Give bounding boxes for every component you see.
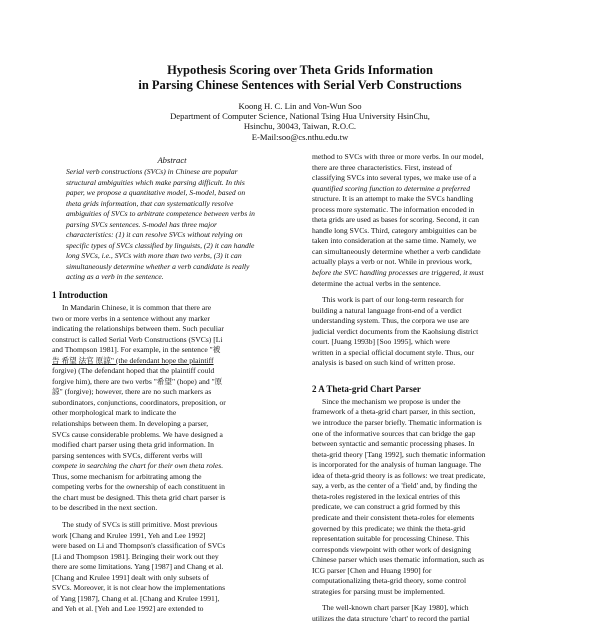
body-line: corresponds viewpoint with other work of designing <box>312 544 472 554</box>
body-line: handle long SVCs. Third, category ambiguities can be <box>312 225 477 235</box>
body-line: predicate and their consistent theta-roles for elements <box>312 512 475 522</box>
intro-line: indicating the relationships between them. Such peculiar <box>52 324 224 334</box>
intro-paragraph-1 <box>52 303 292 514</box>
intro-line: two or more verbs in a sentence without any marker <box>52 313 210 323</box>
body-line: written in a special official document style. Thus, our <box>312 347 475 357</box>
intro-paragraph-2 <box>52 520 292 615</box>
intro-line: of Yang [1987], Chang et al. [Chang and Krulee 1991], <box>52 593 220 603</box>
intro-line: SVCs cause considerable problems. We have designed a <box>52 429 223 439</box>
right-paragraph-3 <box>312 397 552 597</box>
paper-authors: Koong H. C. Lin and Von-Wun Soo <box>238 101 362 111</box>
intro-line: forgive) (The defendant hoped that the plaintiff could <box>52 366 215 376</box>
section-heading-theta-grid-parser: 2 A Theta-grid Chart Parser <box>312 383 421 394</box>
body-line: theta-roles registered in the lexical entries of this <box>312 491 461 501</box>
intro-line: parsing sentences with SVCs, different verbs will <box>52 450 203 460</box>
abstract-line: specific types of SVCs classified by linguists, (2) it can handle <box>66 240 255 250</box>
body-line: idea of theta-grid theory is as follows: we treat predicate, <box>312 470 486 480</box>
body-line: strategies for parsing must be implemented. <box>312 586 445 596</box>
body-line: there are three characteristics. First, instead of <box>312 162 452 172</box>
intro-line: In Mandarin Chinese, it is common that there are <box>62 303 212 313</box>
body-line: Chinese parser which uses thematic information, such as <box>312 555 485 565</box>
body-line: theta-grid theory [Tang 1992], such thematic information <box>312 449 486 459</box>
body-line: Since the mechanism we propose is under the <box>322 396 461 406</box>
intro-line: modified chart parser using theta grid information. In <box>52 440 214 450</box>
body-line: determine the actual verbs in the sentence. <box>312 278 441 288</box>
intro-line: Thus, some mechanism for arbitrating among the <box>52 471 202 481</box>
intro-line: SVCs. Moreover, it is not clear how the implementations <box>52 583 226 593</box>
intro-line: 諒" (forgive); however, there are no such markers as <box>52 387 212 397</box>
paper-email: E-Mail:soo@cs.nthu.edu.tw <box>251 132 349 142</box>
body-line: say, a verb, as the center of a 'field' and, by finding the <box>312 481 478 491</box>
right-paragraph-1 <box>312 152 552 289</box>
intro-line: [Chang and Krulee 1991] dealt with only subsets of <box>52 572 209 582</box>
abstract-line: structural ambiguities which make parsing difficult. In this <box>66 177 245 187</box>
body-line: quantified scoring function to determine a preferred <box>312 183 471 193</box>
body-line: is incorporated for the analysis of human language. The <box>312 460 482 470</box>
paper-affiliation: Department of Computer Science, National Tsing Hua University HsinChu, <box>170 111 430 121</box>
abstract-heading: Abstract <box>157 155 187 165</box>
body-line: we introduce the parser briefly. Thematic information is <box>312 418 482 428</box>
intro-line: and Yeh et al. [Yeh and Lee 1992] are extended to <box>52 604 204 614</box>
intro-line: competing verbs for the ownership of each constituent in <box>52 482 225 492</box>
intro-line: 告 希望 法官 原諒" (the defendant hope the plaintiff <box>52 355 214 365</box>
body-line: building a natural language front-end of a verdict <box>312 305 462 315</box>
body-line: before the SVC handling processes are triggered, it must <box>312 268 484 278</box>
abstract-line: characteristics: (1) it can resolve SVCs without relying on <box>66 230 243 240</box>
paper-city: Hsinchu, 30043, Taiwan, R.O.C. <box>243 121 357 131</box>
body-line: taken into consideration at the same time. Namely, we <box>312 236 477 246</box>
body-line: utilizes the data structure 'chart' to record the partial <box>312 613 470 623</box>
right-column <box>312 152 552 624</box>
body-line: between syntactic and semantic processing phases. In <box>312 439 475 449</box>
right-paragraph-4 <box>312 603 552 624</box>
paper-title-line2: in Parsing Chinese Sentences with Serial Verb Constructions <box>138 78 462 92</box>
intro-line: The study of SVCs is still primitive. Most previous <box>62 519 218 529</box>
body-line: court. [Juang 1993b] [Soo 1995], which were <box>312 337 450 347</box>
intro-line: compete in searching the chart for their own theta roles. <box>52 461 224 471</box>
intro-line: to be described in the next section. <box>52 503 158 513</box>
abstract-line: ambiguities of SVCs to arbitrate competence between verbs in <box>66 209 255 219</box>
abstract-line: long SVCs, i.e., SVCs with more than two verbs, (3) it can <box>66 251 242 261</box>
body-line: ICG parser [Chen and Huang 1990] for <box>312 565 432 575</box>
abstract-line: theta grids information, that can systematically resolve <box>66 198 234 208</box>
body-line: governed by this predicate; we think the theta-grid <box>312 523 466 533</box>
intro-line: forgive him), there are two verbs "希望" (hope) and "原 <box>52 376 223 386</box>
section-heading-introduction: 1 Introduction <box>52 290 108 301</box>
abstract-body <box>52 167 292 283</box>
intro-line: construct is called Serial Verb Constructions (SVCs) [Li <box>52 334 223 344</box>
body-line: framework of a theta-grid chart parser, in this section, <box>312 407 476 417</box>
abstract-line: Serial verb constructions (SVCs) in Chinese are popular <box>66 167 238 176</box>
abstract-line: simultaneously determine whether a verb candidate is really <box>66 261 250 271</box>
body-line: predicate, we can construct a grid formed by this <box>312 502 461 512</box>
body-line: representation suitable for processing Chinese. This <box>312 534 470 544</box>
body-line: process more systematic. The information encoded in <box>312 204 475 214</box>
body-line: classifying SVCs into several types, we make use of a <box>312 173 477 183</box>
body-line: can simultaneously determine whether a verb candidate <box>312 246 481 256</box>
intro-line: subordinators, conjunctions, coordinators, preposition, or <box>52 397 226 407</box>
left-column <box>52 155 292 615</box>
intro-line: other morphological mark to indicate the <box>52 408 177 418</box>
intro-line: were based on Li and Thompson's classification of SVCs <box>52 541 226 551</box>
abstract-line: parsing SVCs sentences. S-model has three major <box>66 219 217 229</box>
intro-line: and Thompson 1981]. For example, in the sentence "被 <box>52 345 221 355</box>
intro-line: the chart must be designed. This theta grid chart parser is <box>52 492 226 502</box>
body-line: This work is part of our long-term research for <box>322 295 464 305</box>
body-line: actually plays a verb or not. While in previous work, <box>312 257 472 267</box>
body-line: computationalizing theta-grid theory, some control <box>312 576 467 586</box>
body-line: analysis is based on such kind of written prose. <box>312 358 456 368</box>
body-line: understanding system. Thus, the corpora we use are <box>312 316 469 326</box>
body-line: theta grids are used as bases for scoring. Second, it can <box>312 215 480 225</box>
intro-line: there are some limitations. Yang [1987] and Chang et al. <box>52 562 224 572</box>
intro-line: work [Chang and Krulee 1991, Yeh and Lee 1992] <box>52 530 206 540</box>
body-line: structure. It is an attempt to make the SVCs handling <box>312 194 474 204</box>
right-paragraph-2 <box>312 295 552 369</box>
body-line: The well-known chart parser [Kay 1980], which <box>322 603 469 613</box>
intro-line: relationships between them. In developing a parser, <box>52 419 209 429</box>
intro-line: [Li and Thompson 1981]. Bringing their work out they <box>52 551 219 561</box>
body-line: judicial verdict documents from the Kaohsiung district <box>312 326 479 336</box>
abstract-line: acting as a verb in the sentence. <box>66 272 164 282</box>
paper-title-line1: Hypothesis Scoring over Theta Grids Information <box>167 63 433 77</box>
abstract-line: paper, we propose a quantitative model, S-model, based on <box>66 188 246 198</box>
body-line: one of the informative sources that can bridge the gap <box>312 428 476 438</box>
body-line: method to SVCs with three or more verbs. In our model, <box>312 152 484 161</box>
